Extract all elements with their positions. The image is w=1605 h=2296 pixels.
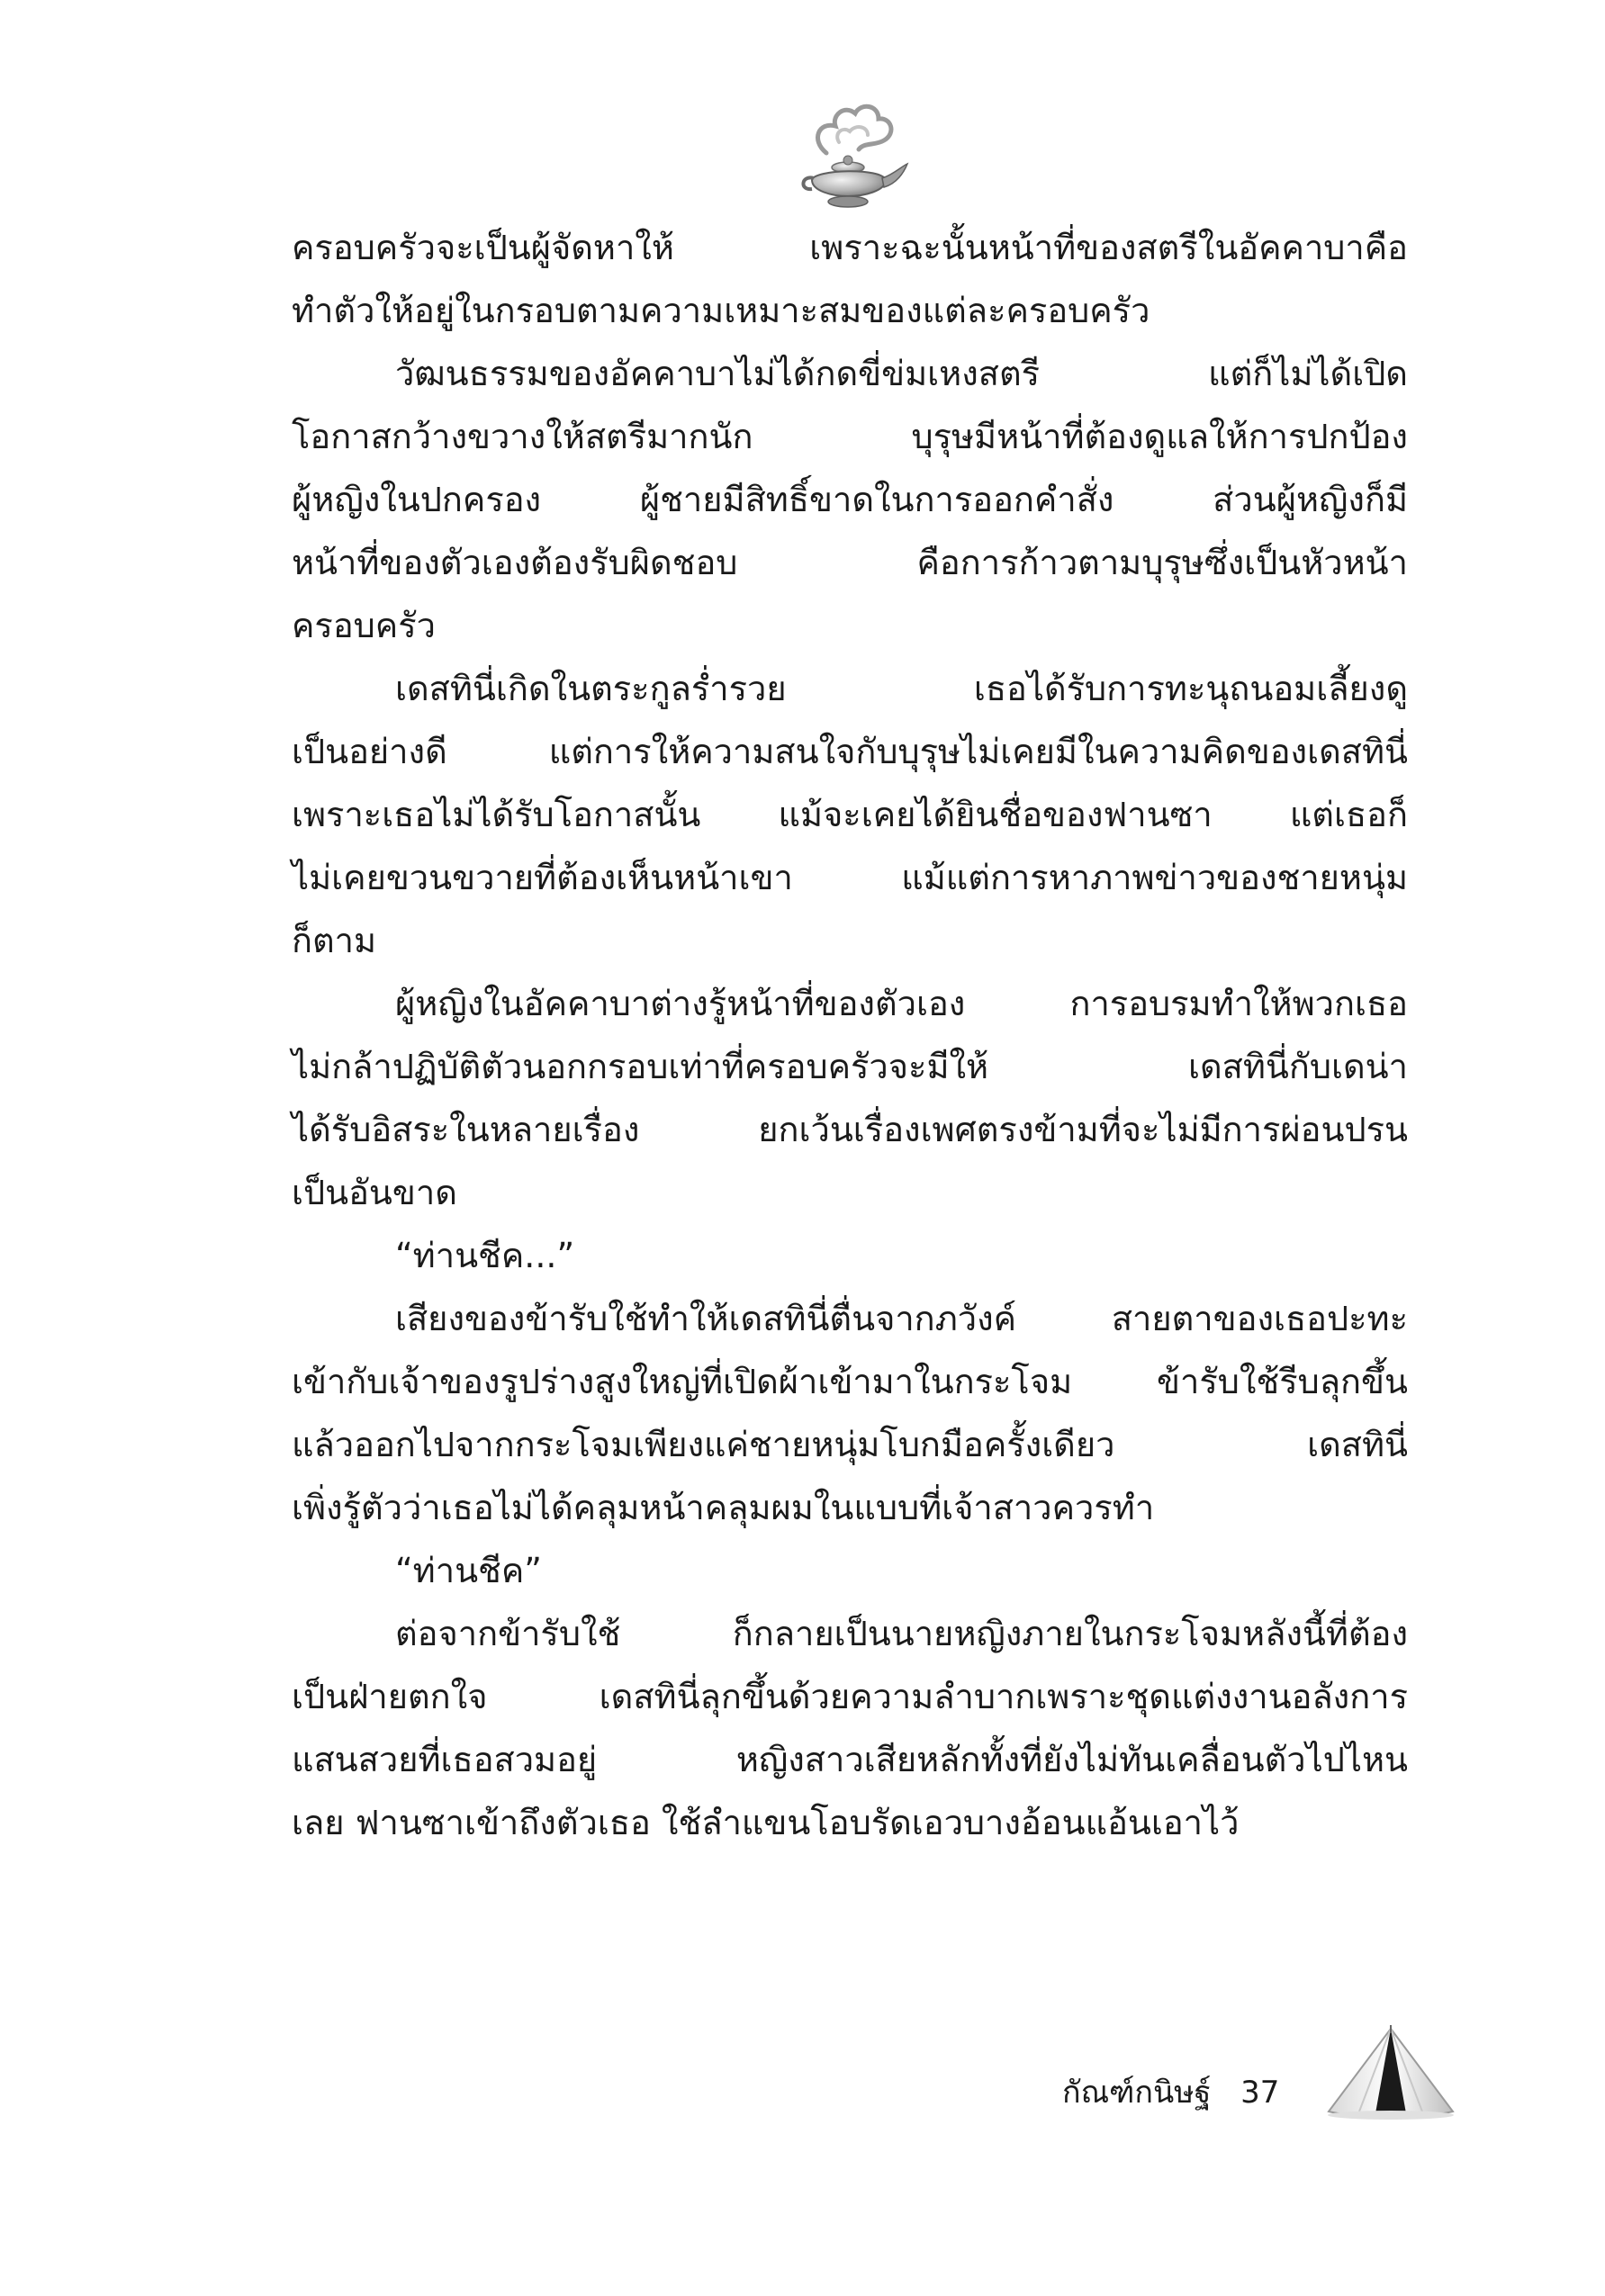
text-line: เลย ฟานซาเข้าถึงตัวเธอ ใช้ลำแขนโอบรัดเอวบางอ้อนแอ้นเอาไว้ [292, 1803, 1240, 1842]
paragraph [292, 1287, 1408, 1539]
page-number: 37 [1240, 2075, 1280, 2111]
text-line: แล้วออกไปจากกระโจมเพียงแค่ชายหนุ่มโบกมือครั้งเดียว เดสทินี่ [292, 1425, 1408, 1464]
text-line: เพิ่งรู้ตัวว่าเธอไม่ได้คลุมหน้าคลุมผมในแบบที่เจ้าสาวควรทำ [292, 1488, 1155, 1527]
magic-lamp-icon [792, 90, 909, 216]
text-line: เป็นฝ่ายตกใจ เดสทินี่ลุกขึ้นด้วยความลำบากเพราะชุดแต่งงานอลังการ [292, 1677, 1408, 1716]
paragraph [292, 1602, 1408, 1854]
paragraph [292, 216, 1408, 342]
text-line: โอกาสกว้างขวางให้สตรีมากนัก บุรุษมีหน้าที่ต้องดูแลให้การปกป้อง [292, 417, 1408, 456]
text-line: ผู้หญิงในปกครอง ผู้ชายมีสิทธิ์ขาดในการออกคำสั่ง ส่วนผู้หญิงก็มี [292, 480, 1408, 519]
paragraph [292, 972, 1408, 1224]
text-line: เสียงของข้ารับใช้ทำให้เดสทินี่ตื่นจากภวังค์ สายตาของเธอปะทะ [395, 1299, 1408, 1338]
text-line: แสนสวยที่เธอสวมอยู่ หญิงสาวเสียหลักทั้งที่ยังไม่ทันเคลื่อนตัวไปไหน [292, 1740, 1408, 1779]
paragraph [292, 1539, 1408, 1602]
page-footer [1062, 2066, 1279, 2120]
text-line: เพราะเธอไม่ได้รับโอกาสนั้น แม้จะเคยได้ยินชื่อของฟานซา แต่เธอก็ [292, 795, 1408, 834]
paragraph [292, 342, 1408, 657]
text-line: “ท่านชีค” [395, 1551, 542, 1590]
text-line: เดสทินี่เกิดในตระกูลร่ำรวย เธอได้รับการทะนุถนอมเลี้ยงดู [395, 669, 1408, 708]
text-line: ก็ตาม [292, 921, 377, 960]
text-line: ครอบครัว [292, 606, 436, 645]
text-line: ไม่เคยขวนขวายที่ต้องเห็นหน้าเขา แม้แต่การหาภาพข่าวของชายหนุ่ม [292, 858, 1408, 897]
text-line: เป็นอันขาด [292, 1173, 457, 1212]
text-line: วัฒนธรรมของอัคคาบาไม่ได้กดขี่ข่มเหงสตรี แต่ก็ไม่ได้เปิด [395, 354, 1408, 393]
text-line: ครอบครัวจะเป็นผู้จัดหาให้ เพราะฉะนั้นหน้าที่ของสตรีในอัคคาบาคือ [292, 228, 1408, 267]
tent-icon [1323, 2025, 1458, 2124]
text-line: ผู้หญิงในอัคคาบาต่างรู้หน้าที่ของตัวเอง การอบรมทำให้พวกเธอ [395, 984, 1408, 1023]
body-text [292, 216, 1408, 1854]
paragraph [292, 1224, 1408, 1287]
text-line: ได้รับอิสระในหลายเรื่อง ยกเว้นเรื่องเพศตรงข้ามที่จะไม่มีการผ่อนปรน [292, 1110, 1408, 1149]
text-line: ไม่กล้าปฏิบัติตัวนอกกรอบเท่าที่ครอบครัวจะมีให้ เดสทินี่กับเดน่า [292, 1047, 1408, 1086]
text-line: หน้าที่ของตัวเองต้องรับผิดชอบ คือการก้าวตามบุรุษซึ่งเป็นหัวหน้า [292, 543, 1408, 582]
book-title: กัณฑ์กนิษฐ์ [1062, 2075, 1212, 2111]
paragraph [292, 657, 1408, 972]
text-line: ต่อจากข้ารับใช้ ก็กลายเป็นนายหญิงภายในกระโจมหลังนี้ที่ต้อง [395, 1614, 1408, 1653]
text-line: เป็นอย่างดี แต่การให้ความสนใจกับบุรุษไม่เคยมีในความคิดของเดสทินี่ [292, 732, 1408, 771]
text-line: “ท่านชีค...” [395, 1236, 575, 1275]
text-line: ทำตัวให้อยู่ในกรอบตามความเหมาะสมของแต่ละครอบครัว [292, 291, 1150, 330]
text-line: เข้ากับเจ้าของรูปร่างสูงใหญ่ที่เปิดผ้าเข้ามาในกระโจม ข้ารับใช้รีบลุกขึ้น [292, 1362, 1408, 1401]
